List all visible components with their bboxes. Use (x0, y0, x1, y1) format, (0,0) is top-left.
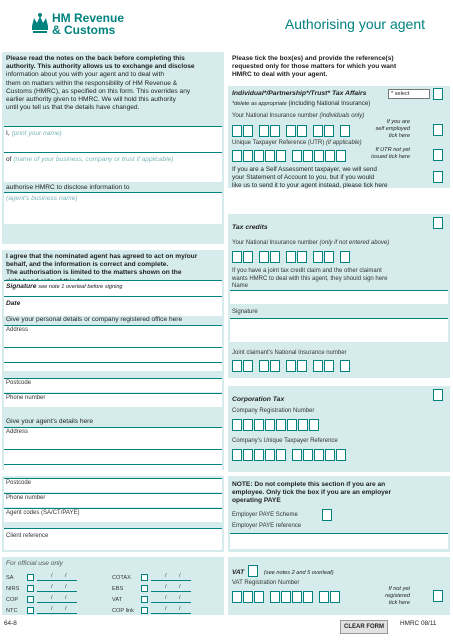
paye-ref-field[interactable] (230, 533, 448, 549)
clear-form-button[interactable]: CLEAR FORM (340, 620, 388, 634)
code-label: COP (6, 596, 19, 603)
address-line (4, 362, 222, 363)
official-checkbox[interactable] (141, 596, 148, 603)
utr-label: Unique Taxpayer Reference (UTR) (if applicable) (232, 140, 362, 146)
vat-not-yet-tick[interactable] (433, 590, 443, 602)
page-title: Authorising your agent (284, 16, 425, 32)
code-label: EBS (112, 585, 124, 592)
logo-line1: HM Revenue (52, 11, 125, 25)
code-label: VAT (112, 596, 123, 603)
client-reference-label: Client reference (6, 533, 49, 539)
crown-icon (30, 12, 50, 34)
official-date[interactable]: / / (37, 574, 77, 581)
form-id: HMRC 08/11 (400, 620, 437, 627)
company-utr-boxes[interactable] (232, 449, 346, 461)
joint-name-field[interactable] (230, 290, 448, 304)
address-field[interactable] (4, 325, 222, 371)
joint-nino-label: Joint claimant's National Insurance number (232, 350, 347, 356)
nino-boxes[interactable] (232, 125, 350, 137)
self-employed-note: If you are self employed tick here (375, 119, 410, 139)
vat-tick[interactable] (248, 565, 258, 577)
signature-label: Signature see note 1 overleaf before signing (6, 283, 123, 290)
official-checkbox[interactable] (141, 585, 148, 592)
postcode-label: Postcode (6, 380, 32, 386)
joint-nino-boxes[interactable] (232, 360, 350, 372)
joint-claim-note: If you have a joint tax credit claim and the other claimant wants HMRC to deal with this agent, they should sign here Name (232, 268, 388, 289)
utr-not-yet-note: If UTR not yet issued tick here (371, 147, 410, 160)
paye-scheme-tick[interactable] (322, 509, 332, 521)
agent-name-hint: (agent's business name) (6, 195, 78, 202)
utr-not-yet-tick[interactable] (433, 149, 443, 161)
postcode-field[interactable] (4, 378, 222, 392)
date-field[interactable] (4, 296, 222, 316)
official-date[interactable]: / / (37, 607, 77, 614)
hmrc-logo (30, 10, 140, 36)
address-label: Address (6, 327, 29, 333)
date-label: Date (6, 300, 21, 307)
agent-address-label: Address (6, 429, 29, 435)
form-code: 64-8 (4, 620, 17, 627)
i-label: I, (print your name) (6, 130, 62, 137)
agent-address-line (4, 464, 222, 465)
official-use-title: For official use only (6, 560, 63, 567)
official-date[interactable]: / / (151, 574, 191, 581)
vat-title: VAT (see notes 2 and 5 overleaf) (232, 566, 334, 578)
official-checkbox[interactable] (27, 596, 34, 603)
agree-text: I agree that the nominated agent has agreed to act on my/our behalf, and the information is correct and complete. The authorisation is limited to the matters shown on the (6, 253, 198, 277)
official-checkbox[interactable] (141, 574, 148, 581)
tax-credits-title: Tax credits (232, 224, 268, 231)
utr-boxes[interactable] (232, 150, 346, 162)
official-date[interactable]: / / (151, 585, 191, 592)
corp-tax-title: Corporation Tax (232, 396, 285, 403)
select-intro: Please tick the box(es) and provide the reference(s) requested only for those matters for which you want HMRC to deal with your agent. (232, 55, 397, 79)
logo-line2: & Customs (52, 23, 116, 37)
official-date[interactable]: / / (151, 607, 191, 614)
crn-label: Company Registration Number (232, 408, 315, 414)
agent-details-label: Give your agent's details here (6, 418, 94, 425)
agent-postcode-label: Postcode (6, 480, 32, 486)
code-label: SA (6, 574, 14, 581)
authorise-label: authorise HMRC to disclose information to (6, 184, 130, 191)
sa-note: If you are a Self Assessment taxpayer, we will send your Statement of Account to you, but if you would like us to send it to your agent instead, please tick here (232, 166, 388, 189)
code-label: NTC (6, 607, 18, 614)
joint-signature-field[interactable] (230, 318, 448, 342)
vat-not-yet-note: If not yet registered tick here (385, 586, 410, 606)
official-checkbox[interactable] (27, 574, 34, 581)
agent-address-field[interactable] (4, 427, 222, 473)
phone-label: Phone number (6, 395, 46, 401)
tc-nino-boxes[interactable] (232, 251, 350, 263)
tax-credits-tick[interactable] (433, 217, 443, 229)
delete-note: *delete as appropriate (including National Insurance) (232, 100, 371, 107)
agent-phone-label: Phone number (6, 495, 46, 501)
code-label: COTAX (112, 574, 131, 581)
crn-boxes[interactable] (232, 419, 319, 431)
tax-affairs-title: Individual*/Partnership*/Trust* Tax Affairs (232, 90, 367, 97)
tc-nino-label: Your National Insurance number (only if not entered above) (232, 240, 390, 246)
of-label: of (name of your business, company or trust if applicable) (6, 156, 174, 163)
tax-affairs-tick[interactable] (433, 88, 443, 100)
agent-codes-label: Agent codes (SA/CT/PAYE) (6, 510, 80, 516)
official-checkbox[interactable] (27, 585, 34, 592)
official-date[interactable]: / / (151, 596, 191, 603)
agent-postcode-field[interactable] (4, 478, 222, 492)
official-date[interactable]: / / (37, 585, 77, 592)
official-checkbox[interactable] (27, 607, 34, 614)
official-date[interactable]: / / (37, 596, 77, 603)
agent-address-line (4, 449, 222, 450)
personal-details-label: Give your personal details or company registered office here (6, 316, 183, 323)
code-label: COP link (112, 607, 134, 614)
nino-label: Your National Insurance number (individuals only) (232, 113, 365, 119)
vat-reg-boxes[interactable] (232, 591, 340, 603)
vat-reg-label: VAT Registration Number (232, 580, 300, 586)
tax-affairs-select[interactable]: * select (388, 89, 430, 99)
paye-scheme-label: Employer PAYE Scheme (232, 512, 298, 518)
sa-statement-tick[interactable] (433, 171, 443, 183)
corp-tax-tick[interactable] (433, 389, 443, 401)
code-label: NIRS (6, 585, 20, 592)
address-line (4, 347, 222, 348)
intro-text: Please read the notes on the back before completing this authority. This authority allows us to exchange and disclose information about you with your agent and to deal with them on matters within the responsibility of HM Revenue & Customs (HMRC), as specified on this form. This overrides any earlier authority given to HMRC. We will hold this authority until you tell us that the details have changed. (6, 55, 195, 112)
official-checkbox[interactable] (141, 607, 148, 614)
self-employed-tick[interactable] (433, 124, 443, 136)
paye-ref-label: Employer PAYE reference (232, 523, 302, 529)
paye-note: NOTE: Do not complete this section if you are an employee. Only tick the box if you are an employer operating PAYE (232, 481, 392, 505)
company-utr-label: Company's Unique Taxpayer Reference (232, 438, 338, 444)
joint-signature-label: Signature (232, 309, 258, 315)
